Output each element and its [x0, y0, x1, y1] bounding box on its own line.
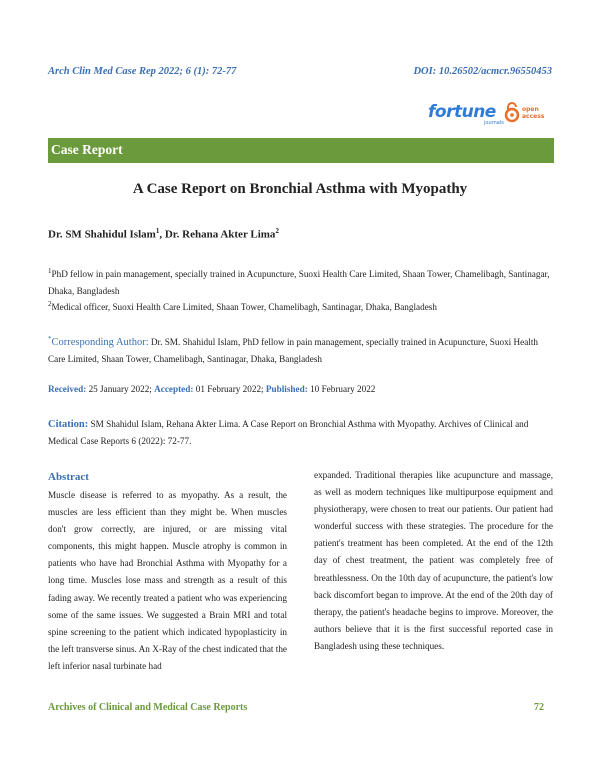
journal-reference: Arch Clin Med Case Rep 2022; 6 (1): 72-77	[48, 66, 237, 77]
affiliation-1: $^1$PhD fellow in pain management, specially trained in Acupuncture, Suoxi Health Care Limited, Shaan Tower, Chamelibagh, Santinagar, Dhaka, Bangladesh	[48, 267, 550, 297]
open-access-lock-icon	[504, 101, 520, 123]
accepted-label: Accepted:	[154, 384, 194, 394]
corresponding-marker: *	[48, 335, 52, 343]
accepted-date: 01 February 2022;	[193, 384, 266, 394]
corresponding-author	[48, 331, 554, 368]
citation-label: Citation:	[48, 419, 89, 430]
abstract-column-1: Muscle disease is referred to as myopathy. As a result, the muscles are less efficient than they might be. When muscles don't grow correctly, are injured, or are missing vital components, this might happen. Muscle atrophy is common in patients who have had Bronchial Asthma with Myopathy for a long time. Muscles lose mass and strength as a result of this fading away. We recently treated a patient who was experiencing some of the same issues. We suggested a Brain MRI and total spine screening to the patient which indicated hypoplasticity in the left transverse sinus. An X-Ray of the chest indicated that the left inferior nasal turbinate had	[48, 490, 287, 671]
author-2-affiliation-marker: 2	[275, 227, 279, 235]
article-dates	[48, 384, 375, 394]
received-date: 25 January 2022;	[86, 384, 155, 394]
logo-subtitle: journals	[484, 120, 504, 126]
footer-journal-name: Archives of Clinical and Medical Case Reports	[48, 702, 248, 713]
author-separator: ,	[159, 228, 165, 241]
article-title: A Case Report on Bronchial Asthma with Myopathy	[132, 181, 468, 197]
affiliation-2: $^2$Medical officer, Suoxi Health Care Limited, Shaan Tower, Chamelibagh, Santinagar, Dhaka, Bangladesh	[48, 300, 437, 313]
publisher-logo	[426, 98, 554, 132]
page-number: 72	[534, 702, 544, 713]
corresponding-author-label: Corresponding Author:	[51, 337, 149, 349]
author-1-affiliation-marker: 1	[155, 227, 160, 235]
citation-text: SM Shahidul Islam, Rehana Akter Lima. A Case Report on Bronchial Asthma with Myopathy. Archives of Clinical and Medical Case Reports 6 (2022): 72-77.	[48, 419, 529, 446]
article-type-label: Case Report	[51, 142, 123, 157]
author-2: Dr. Rehana Akter Lima	[164, 228, 276, 241]
published-label: Published:	[265, 384, 308, 394]
logo-wordmark: fortune	[428, 102, 496, 122]
article-type-banner	[48, 138, 554, 163]
abstract-heading: Abstract	[48, 471, 89, 483]
corresponding-author-text: Dr. SM. Shahidul Islam, PhD fellow in pain management, specially trained in Acupuncture, Suoxi Health Care Limited, Shaan Tower, Chamelibagh, Santinagar, Dhaka, Bangladesh	[48, 337, 539, 365]
abstract-column-2: expanded. Traditional therapies like acupuncture and massage, as well as modern techniques like multipurpose equipment and physiotherapy, were chosen to treat our patients. Our patient had wonderful success with these strategies. The procedure for the patient's treatment has been completed. At the end of the 12th day of chest treatment, the patient was completely free of breathlessness. On the 10th day of acupuncture, the patient's low back discomfort began to improve. At the end of the 20th day of therapy, the patient's headache begins to improve. Moreover, the authors believe that it is the first successful reported case in Bangladesh using these techniques.	[314, 470, 553, 651]
received-label: Received:	[48, 384, 87, 394]
author-1: Dr. SM Shahidul Islam	[48, 228, 156, 241]
author-list	[48, 227, 279, 241]
published-date: 10 February 2022	[307, 384, 376, 394]
logo-open-access-text: open access	[522, 106, 545, 120]
citation	[48, 416, 554, 450]
doi-link[interactable]: DOI: 10.26502/acmcr.96550453	[413, 66, 552, 77]
